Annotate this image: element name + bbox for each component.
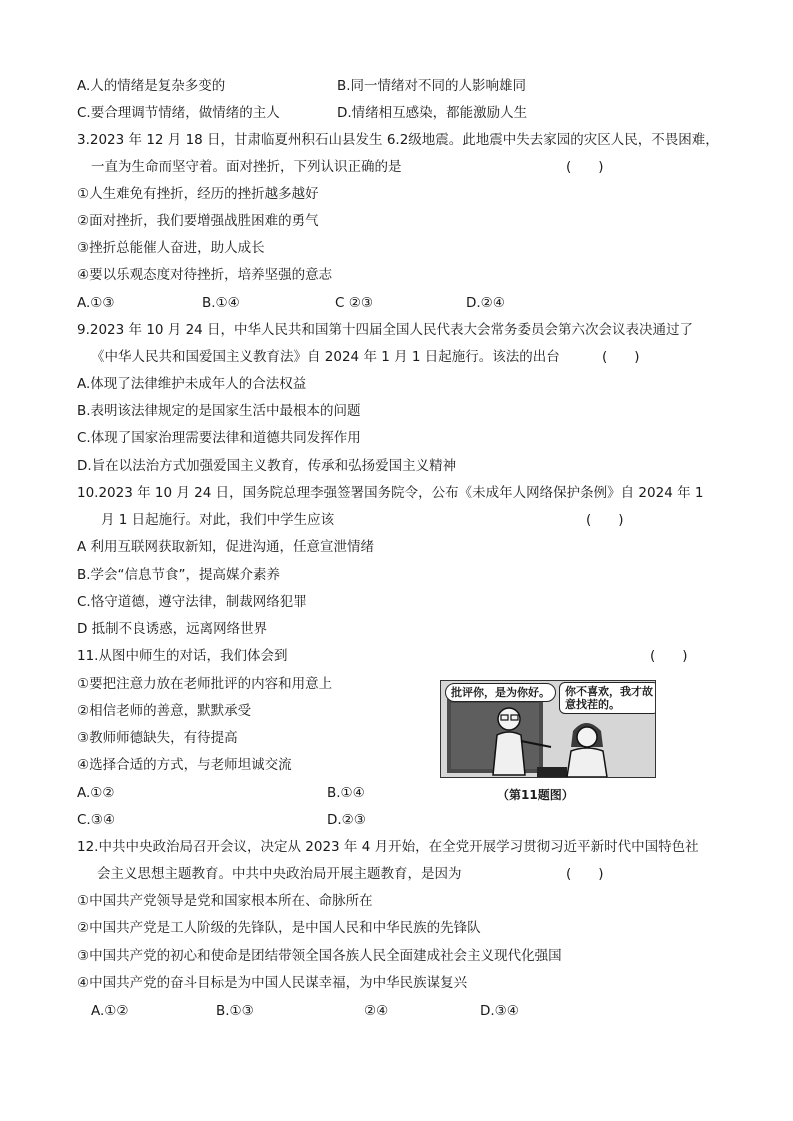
option-a: A 利用互联网获取新知，促进沟通，任意宣泄情绪 <box>77 539 375 555</box>
question-11-stem: 11.从图中师生的对话，我们体会到 <box>77 648 288 664</box>
option-a: A.①② <box>91 1003 129 1019</box>
option-d: D.②③ <box>327 812 366 828</box>
statement-2: ②相信老师的善意，默默承受 <box>77 703 252 719</box>
option-b: B.表明该法律规定的是国家生活中最根本的问题 <box>77 403 361 419</box>
option-d: D.情绪相互感染，都能激励人生 <box>337 105 528 121</box>
statement-1: ①人生难免有挫折，经历的挫折越多越好 <box>77 186 319 202</box>
option-c: C.③④ <box>77 812 115 828</box>
answer-paren: ( ) <box>586 512 624 528</box>
statement-3: ③教师师德缺失，有待提高 <box>77 730 238 746</box>
statement-1: ①要把注意力放在老师批评的内容和用意上 <box>77 676 333 692</box>
option-a: A.体现了法律维护未成年人的合法权益 <box>77 376 307 392</box>
student-speech-line1: 你不喜欢，我才故 <box>565 685 653 698</box>
question-8-stem-line2: 一直为生命而坚守着。面对挫折，下列认识正确的是 <box>91 159 402 175</box>
option-b: B.学会“信息节食”，提高媒介素养 <box>77 567 281 583</box>
question-12-stem-line1: 12.中共中央政治局召开会议，决定从 2023 年 4 月开始，在全党开展学习贯彻习近平新时代中国特色社 <box>77 839 699 855</box>
answer-paren: ( ) <box>566 866 604 882</box>
student-speech-line2: 意找茬的。 <box>565 698 620 711</box>
option-b: B.①④ <box>327 785 365 801</box>
statement-4: ④选择合适的方式，与老师坦诚交流 <box>77 757 292 773</box>
option-d: D.旨在以法治方式加强爱国主义教育，传承和弘扬爱国主义精神 <box>77 458 457 474</box>
statement-4: ④要以乐观态度对待挫折，培养坚强的意志 <box>77 267 333 283</box>
statement-1: ①中国共产党领导是党和国家根本所在、命脉所在 <box>77 893 373 909</box>
statement-2: ②面对挫折，我们要增强战胜困难的勇气 <box>77 213 319 229</box>
option-c: ②④ <box>364 1003 389 1019</box>
question-8-stem-line1: 3.2023 年 12 月 18 日，甘肃临夏州积石山县发生 6.2级地震。此地震中失去家园的灾区人民，不畏困难， <box>77 132 719 148</box>
question-10-stem-line1: 10.2023 年 10 月 24 日，国务院总理李强签署国务院令，公布《未成年人网络保护条例》自 2024 年 1 <box>77 485 704 501</box>
question-9-stem-line2: 《中华人民共和国爱国主义教育法》自 2024 年 1 月 1 日起施行。该法的出台 <box>91 349 560 365</box>
option-d: D.②④ <box>466 295 505 311</box>
option-b: B.①④ <box>202 295 240 311</box>
option-c: C.恪守道德，遵守法律，制裁网络犯罪 <box>77 594 307 610</box>
question-9-stem-line1: 9.2023 年 10 月 24 日，中华人民共和国第十四届全国人民代表大会常务委员会第六次会议表决通过了 <box>77 322 694 338</box>
option-b: B.同一情绪对不同的人影响雄同 <box>337 78 527 94</box>
statement-2: ②中国共产党是工人阶级的先锋队，是中国人民和中华民族的先锋队 <box>77 920 481 936</box>
teacher-speech-bubble: 批评你，是为你好。 <box>445 683 556 702</box>
option-a: A.人的情绪是复杂多变的 <box>77 78 226 94</box>
option-d: D.③④ <box>480 1003 519 1019</box>
answer-paren: ( ) <box>650 648 688 664</box>
option-c: C.要合理调节情绪，做情绪的主人 <box>77 105 280 121</box>
student-speech-bubble <box>559 682 656 714</box>
statement-3: ③挫折总能催人奋进，助人成长 <box>77 240 265 256</box>
statement-4: ④中国共产党的奋斗目标是为中国人民谋幸福，为中华民族谋复兴 <box>77 975 468 991</box>
option-a: A.①② <box>77 785 115 801</box>
option-c: C.体现了国家治理需要法律和道德共同发挥作用 <box>77 430 361 446</box>
question-12-stem-line2: 会主义思想主题教育。中共中央政治局开展主题教育，是因为 <box>97 866 462 882</box>
question-10-stem-line2: 月 1 日起施行。对此，我们中学生应该 <box>101 512 335 528</box>
answer-paren: ( ) <box>566 159 604 175</box>
option-b: B.①③ <box>216 1003 254 1019</box>
statement-3: ③中国共产党的初心和使命是团结带领全国各族人民全面建成社会主义现代化强国 <box>77 948 562 964</box>
cartoon-figure <box>440 680 656 778</box>
option-a: A.①③ <box>77 295 115 311</box>
option-d: D 抵制不良诱惑，远离网络世界 <box>77 621 268 637</box>
option-c: C ②③ <box>335 295 373 311</box>
answer-paren: ( ) <box>602 349 640 365</box>
figure-caption: （第11题图） <box>497 788 574 802</box>
